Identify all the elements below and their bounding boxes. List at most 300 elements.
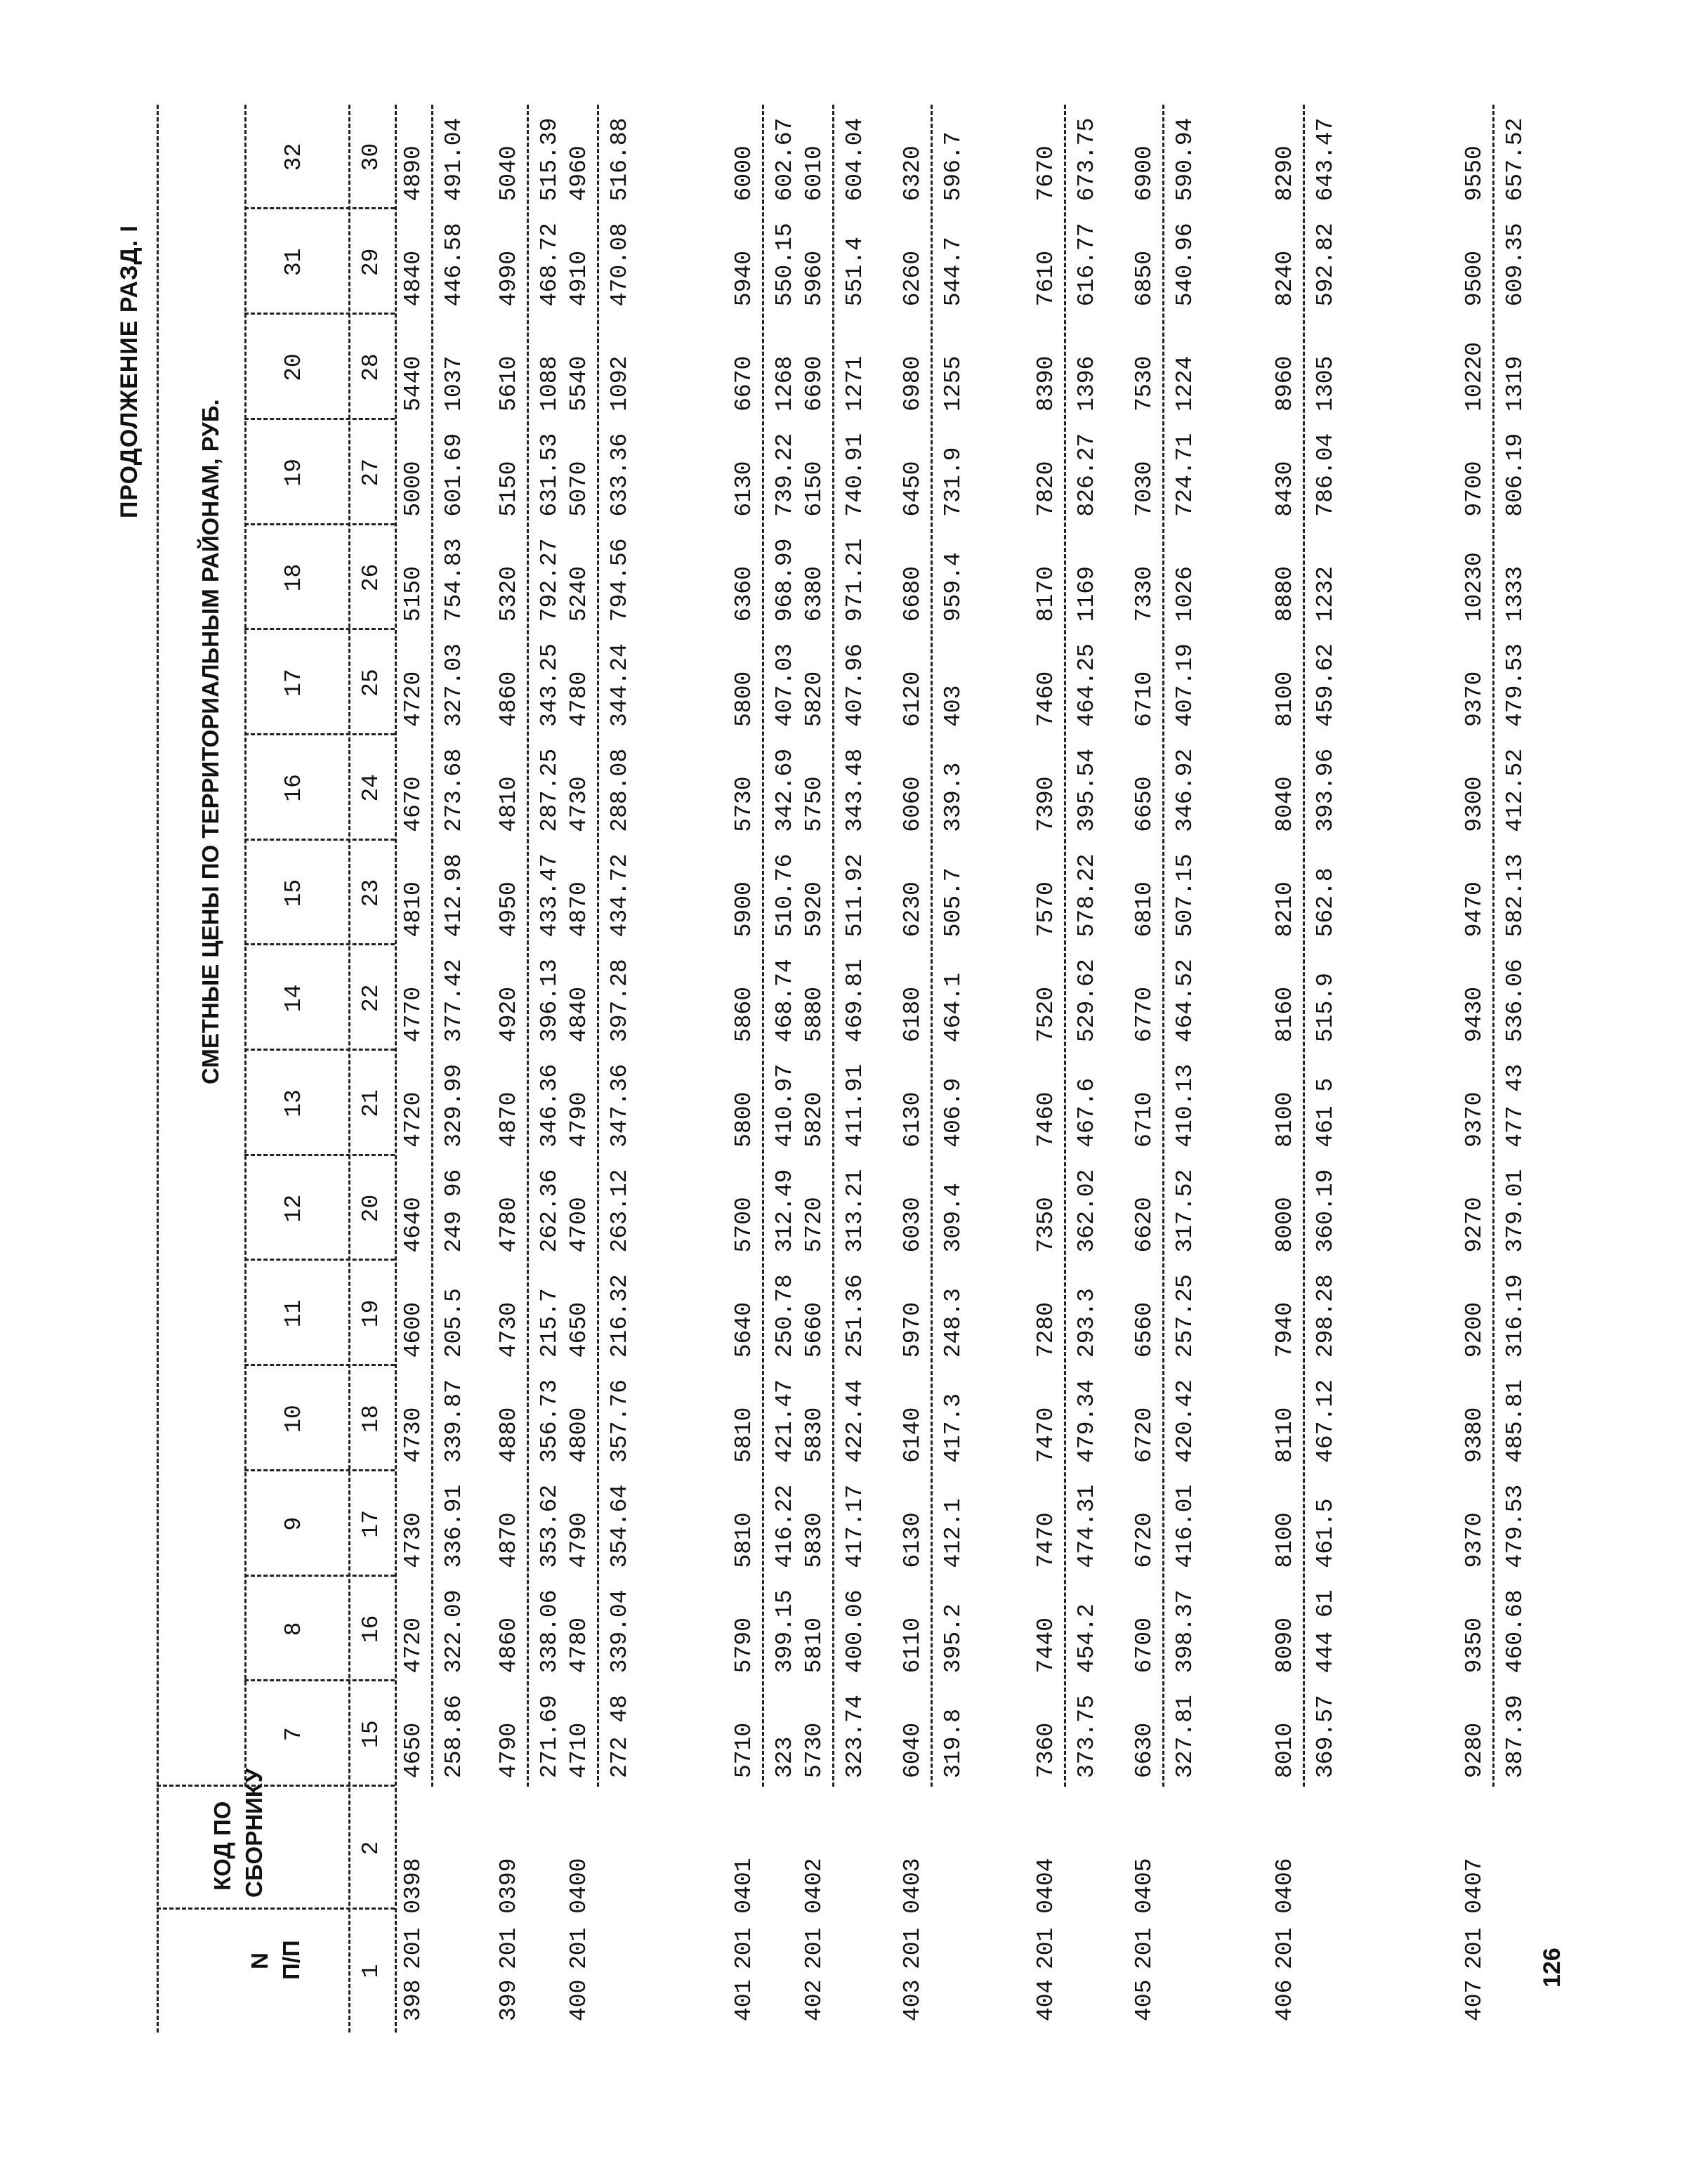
table-cell: 5710 — [731, 1722, 757, 1778]
table-cell: 5880 — [801, 986, 827, 1043]
table-cell: 309.4 — [940, 1183, 966, 1253]
row-separator — [597, 105, 599, 1787]
table-cell: 602.67 — [772, 117, 798, 202]
table-cell: 507.15 — [1172, 853, 1198, 938]
table-cell: 6980 — [900, 355, 926, 412]
table-cell: 338.06 — [537, 1589, 563, 1674]
table-cell: 7470 — [1033, 1407, 1059, 1463]
row-code: 201 0402 — [801, 1858, 827, 1969]
row-number: 407 — [1461, 1979, 1487, 2021]
table-cell: 5730 — [731, 776, 757, 832]
table-cell: 6710 — [1131, 1091, 1157, 1148]
table-cell: 5040 — [496, 145, 522, 202]
table-cell: 1026 — [1172, 566, 1198, 622]
table-cell: 510.76 — [772, 853, 798, 938]
col-divider — [244, 313, 395, 315]
table-cell: 4960 — [566, 145, 592, 202]
table-cell: 4810 — [400, 881, 426, 938]
table-cell: 343.48 — [842, 748, 868, 832]
table-cell: 8210 — [1272, 881, 1298, 938]
table-cell: 731.9 — [940, 447, 966, 517]
row-number: 401 — [731, 1979, 757, 2021]
header-bottom-rule — [348, 105, 350, 2033]
table-cell: 529.62 — [1074, 959, 1100, 1043]
row-separator — [1064, 105, 1066, 1787]
table-cell: 6000 — [731, 145, 757, 202]
table-cell: 360.19 — [1313, 1169, 1339, 1253]
table-cell: 343.25 — [537, 643, 563, 727]
table-cell: 410.97 — [772, 1063, 798, 1148]
table-cell: 582.13 — [1502, 853, 1528, 938]
table-cell: 444 61 — [1313, 1589, 1339, 1674]
region-code: 14 — [281, 984, 307, 1013]
table-cell: 7940 — [1272, 1301, 1298, 1358]
table-cell: 7350 — [1033, 1197, 1059, 1253]
table-cell: 356.73 — [537, 1379, 563, 1463]
table-cell: 433.47 — [537, 853, 563, 938]
table-cell: 6030 — [900, 1197, 926, 1253]
table-cell: 4770 — [400, 986, 426, 1043]
table-cell: 6130 — [731, 461, 757, 517]
table-cell: 416.22 — [772, 1484, 798, 1568]
table-cell: 395.54 — [1074, 748, 1100, 832]
group-title: СМЕТНЫЕ ЦЕНЫ ПО ТЕРРИТОРИАЛЬНЫМ РАЙОНАМ, РУБ. — [197, 399, 223, 1084]
table-cell: 5900 — [731, 881, 757, 938]
col-divider — [244, 733, 395, 735]
table-cell: 6560 — [1131, 1301, 1157, 1358]
table-cell: 398.37 — [1172, 1589, 1198, 1674]
table-cell: 8110 — [1272, 1407, 1298, 1463]
table-cell: 4990 — [496, 250, 522, 307]
table-cell: 403 — [940, 685, 966, 727]
table-cell: 469.81 — [842, 959, 868, 1043]
table-cell: 551.4 — [842, 237, 868, 307]
region-code: 10 — [281, 1405, 307, 1433]
group-title-rule — [244, 105, 247, 1787]
column-number: 16 — [358, 1615, 384, 1643]
table-cell: 5810 — [801, 1617, 827, 1674]
col-divider — [244, 1154, 395, 1156]
table-cell: 7570 — [1033, 881, 1059, 938]
table-cell: 412.1 — [940, 1498, 966, 1568]
region-code: 13 — [281, 1089, 307, 1117]
table-cell: 298.28 — [1313, 1274, 1339, 1358]
table-cell: 322.09 — [441, 1589, 467, 1674]
table-cell: 205.5 — [441, 1288, 467, 1358]
table-cell: 592.82 — [1313, 223, 1339, 307]
col-divider — [244, 1364, 395, 1366]
table-cell: 6670 — [731, 355, 757, 412]
table-cell: 7360 — [1033, 1722, 1059, 1778]
table-cell: 461.5 — [1313, 1498, 1339, 1568]
table-cell: 5070 — [566, 461, 592, 517]
row-number: 400 — [566, 1979, 592, 2021]
table-cell: 339.04 — [607, 1589, 633, 1674]
table-cell: 410.13 — [1172, 1063, 1198, 1148]
table-cell: 5720 — [801, 1197, 827, 1253]
table-cell: 4700 — [566, 1197, 592, 1253]
row-separator — [832, 105, 834, 1787]
table-cell: 422.44 — [842, 1379, 868, 1463]
table-cell: 411.91 — [842, 1063, 868, 1148]
table-cell: 6150 — [801, 461, 827, 517]
table-cell: 4810 — [496, 776, 522, 832]
table-cell: 262.36 — [537, 1169, 563, 1253]
region-code: 11 — [281, 1299, 307, 1328]
table-cell: 258.86 — [441, 1695, 467, 1778]
table-cell: 4950 — [496, 881, 522, 938]
table-cell: 8960 — [1272, 355, 1298, 412]
table-cell: 9380 — [1461, 1407, 1487, 1463]
column-number: 29 — [358, 248, 384, 277]
table-cell: 479.53 — [1502, 643, 1528, 727]
table-cell: 1232 — [1313, 566, 1339, 622]
table-cell: 4710 — [566, 1722, 592, 1778]
table-cell: 4910 — [566, 250, 592, 307]
region-code: 16 — [281, 774, 307, 802]
row-number: 398 — [400, 1979, 426, 2021]
table-cell: 468.74 — [772, 959, 798, 1043]
table-cell: 6120 — [900, 671, 926, 727]
table-cell: 464.25 — [1074, 643, 1100, 727]
table-cell: 346.92 — [1172, 748, 1198, 832]
table-cell: 251.36 — [842, 1274, 868, 1358]
region-code: 19 — [281, 458, 307, 487]
row-code: 201 0403 — [900, 1858, 926, 1969]
table-cell: 327.81 — [1172, 1695, 1198, 1778]
table-cell: 5240 — [566, 566, 592, 622]
col-divider — [244, 1049, 395, 1051]
region-code: 8 — [281, 1622, 307, 1636]
table-cell: 5800 — [731, 1091, 757, 1148]
table-cell: 4840 — [400, 250, 426, 307]
table-cell: 596.7 — [940, 131, 966, 202]
table-cell: 420.42 — [1172, 1379, 1198, 1463]
table-cell: 1037 — [441, 355, 467, 412]
table-cell: 6180 — [900, 986, 926, 1043]
table-cell: 369.57 — [1313, 1695, 1339, 1778]
table-cell: 6720 — [1131, 1407, 1157, 1463]
table-cell: 4920 — [496, 986, 522, 1043]
table-cell: 5660 — [801, 1301, 827, 1358]
region-code: 15 — [281, 879, 307, 907]
table-cell: 6360 — [731, 566, 757, 622]
table-cell: 6680 — [900, 566, 926, 622]
table-cell: 4600 — [400, 1301, 426, 1358]
table-cell: 10220 — [1461, 341, 1487, 412]
table-cell: 959.4 — [940, 552, 966, 622]
table-cell: 515.9 — [1313, 973, 1339, 1043]
table-cell: 5640 — [731, 1301, 757, 1358]
table-cell: 794.56 — [607, 538, 633, 622]
row-code: 201 0406 — [1272, 1858, 1298, 1969]
row-code: 201 0401 — [731, 1858, 757, 1969]
table-cell: 8000 — [1272, 1197, 1298, 1253]
column-number: 1 — [358, 1964, 384, 1978]
table-cell: 464.52 — [1172, 959, 1198, 1043]
table-cell: 7670 — [1033, 145, 1059, 202]
table-cell: 407.19 — [1172, 643, 1198, 727]
table-cell: 387.39 — [1502, 1695, 1528, 1778]
page-number: 126 — [1539, 1948, 1565, 1988]
table-cell: 407.96 — [842, 643, 868, 727]
table-cell: 971.21 — [842, 538, 868, 622]
row-separator — [1492, 105, 1494, 1787]
col-divider — [244, 839, 395, 841]
table-cell: 248.3 — [940, 1288, 966, 1358]
region-code: 12 — [281, 1194, 307, 1223]
table-cell: 7610 — [1033, 250, 1059, 307]
table-cell: 4730 — [400, 1512, 426, 1568]
table-cell: 550.15 — [772, 223, 798, 307]
table-cell: 8010 — [1272, 1722, 1298, 1778]
table-cell: 5790 — [731, 1617, 757, 1674]
table-cell: 272 48 — [607, 1695, 633, 1778]
table-cell: 6700 — [1131, 1617, 1157, 1674]
table-cell: 4880 — [496, 1407, 522, 1463]
table-cell: 339.87 — [441, 1379, 467, 1463]
table-cell: 1319 — [1502, 355, 1528, 412]
table-cell: 505.7 — [940, 867, 966, 938]
table-cell: 9370 — [1461, 1091, 1487, 1148]
code-header-2: СБОРНИКУ — [241, 1768, 267, 1898]
row-separator — [431, 105, 433, 1787]
column-number: 30 — [358, 143, 384, 171]
table-cell: 470.08 — [607, 223, 633, 307]
table-cell: 416.01 — [1172, 1484, 1198, 1568]
table-cell: 7330 — [1131, 566, 1157, 622]
table-cell: 468.72 — [537, 223, 563, 307]
table-cell: 7030 — [1131, 461, 1157, 517]
table-cell: 5810 — [731, 1407, 757, 1463]
table-cell: 373.75 — [1074, 1695, 1100, 1778]
table-cell: 396.13 — [537, 959, 563, 1043]
table-cell: 397.28 — [607, 959, 633, 1043]
table-cell: 516.88 — [607, 117, 633, 202]
table-cell: 6690 — [801, 355, 827, 412]
row-number: 405 — [1131, 1979, 1157, 2021]
table-cell: 1305 — [1313, 355, 1339, 412]
row-number: 404 — [1033, 1979, 1059, 2021]
table-cell: 826.27 — [1074, 433, 1100, 517]
table-cell: 9370 — [1461, 671, 1487, 727]
table-cell: 5150 — [496, 461, 522, 517]
table-cell: 562.8 — [1313, 867, 1339, 938]
table-cell: 5860 — [731, 986, 757, 1043]
table-cell: 293.3 — [1074, 1288, 1100, 1358]
table-cell: 6010 — [801, 145, 827, 202]
table-cell: 5540 — [566, 355, 592, 412]
table-cell: 5810 — [731, 1512, 757, 1568]
table-top-rule — [157, 105, 159, 2033]
table-cell: 6810 — [1131, 881, 1157, 938]
region-code: 31 — [281, 248, 307, 277]
table-cell: 288.08 — [607, 748, 633, 832]
table-cell: 633.36 — [607, 433, 633, 517]
region-code: 9 — [281, 1516, 307, 1531]
table-cell: 4780 — [566, 671, 592, 727]
table-cell: 6260 — [900, 250, 926, 307]
table-cell: 479.34 — [1074, 1379, 1100, 1463]
table-cell: 467.12 — [1313, 1379, 1339, 1463]
table-cell: 4730 — [566, 776, 592, 832]
table-cell: 6770 — [1131, 986, 1157, 1043]
table-cell: 4870 — [566, 881, 592, 938]
table-cell: 8430 — [1272, 461, 1298, 517]
table-cell: 643.47 — [1313, 117, 1339, 202]
table-cell: 327.03 — [441, 643, 467, 727]
table-cell: 5440 — [400, 355, 426, 412]
table-cell: 4720 — [400, 1091, 426, 1148]
row-code: 201 0400 — [566, 1858, 592, 1969]
column-number: 21 — [358, 1089, 384, 1117]
table-cell: 7460 — [1033, 1091, 1059, 1148]
table-cell: 263.12 — [607, 1169, 633, 1253]
table-cell: 491.04 — [441, 117, 467, 202]
table-cell: 6450 — [900, 461, 926, 517]
table-cell: 4870 — [496, 1091, 522, 1148]
table-cell: 323.74 — [842, 1695, 868, 1778]
row-number: 406 — [1272, 1979, 1298, 2021]
table-cell: 399.15 — [772, 1589, 798, 1674]
table-cell: 346.36 — [537, 1063, 563, 1148]
table-cell: 6110 — [900, 1617, 926, 1674]
col-divider — [244, 1679, 395, 1681]
table-cell: 8090 — [1272, 1617, 1298, 1674]
table-cell: 412.98 — [441, 853, 467, 938]
row-separator — [527, 105, 529, 1787]
table-cell: 6040 — [900, 1722, 926, 1778]
table-cell: 4860 — [496, 1617, 522, 1674]
table-cell: 540.96 — [1172, 223, 1198, 307]
table-cell: 336.91 — [441, 1484, 467, 1568]
row-code: 201 0399 — [496, 1858, 522, 1969]
table-cell: 1092 — [607, 355, 633, 412]
table-cell: 454.2 — [1074, 1603, 1100, 1674]
table-cell: 1088 — [537, 355, 563, 412]
table-cell: 1255 — [940, 355, 966, 412]
table-cell: 4860 — [496, 671, 522, 727]
table-cell: 464.1 — [940, 973, 966, 1043]
row-number: 399 — [496, 1979, 522, 2021]
table-cell: 9430 — [1461, 986, 1487, 1043]
table-cell: 344.24 — [607, 643, 633, 727]
table-cell: 329.99 — [441, 1063, 467, 1148]
table-cell: 273.68 — [441, 748, 467, 832]
table-cell: 616.77 — [1074, 223, 1100, 307]
table-cell: 8100 — [1272, 671, 1298, 727]
table-cell: 434.72 — [607, 853, 633, 938]
table-cell: 485.81 — [1502, 1379, 1528, 1463]
table-cell: 7390 — [1033, 776, 1059, 832]
table-cell: 9350 — [1461, 1617, 1487, 1674]
column-number: 22 — [358, 984, 384, 1013]
table-cell: 5700 — [731, 1197, 757, 1253]
column-number: 23 — [358, 879, 384, 907]
table-cell: 6720 — [1131, 1512, 1157, 1568]
table-cell: 8240 — [1272, 250, 1298, 307]
column-number: 2 — [358, 1841, 384, 1856]
table-cell: 5940 — [731, 250, 757, 307]
table-cell: 5820 — [801, 1091, 827, 1148]
table-cell: 4840 — [566, 986, 592, 1043]
table-cell: 8390 — [1033, 355, 1059, 412]
column-number: 15 — [358, 1720, 384, 1748]
table-cell: 477 43 — [1502, 1063, 1528, 1148]
table-cell: 6620 — [1131, 1197, 1157, 1253]
row-code: 201 0404 — [1033, 1858, 1059, 1969]
table-cell: 357.76 — [607, 1379, 633, 1463]
table-cell: 968.99 — [772, 538, 798, 622]
table-cell: 8160 — [1272, 986, 1298, 1043]
column-number: 20 — [358, 1194, 384, 1223]
table-cell: 460.68 — [1502, 1589, 1528, 1674]
table-cell: 9500 — [1461, 250, 1487, 307]
table-cell: 377.42 — [441, 959, 467, 1043]
table-cell: 9700 — [1461, 461, 1487, 517]
table-cell: 339.3 — [940, 762, 966, 832]
table-cell: 6850 — [1131, 250, 1157, 307]
table-cell: 4780 — [496, 1197, 522, 1253]
table-cell: 10230 — [1461, 552, 1487, 622]
table-cell: 7530 — [1131, 355, 1157, 412]
table-cell: 250.78 — [772, 1274, 798, 1358]
table-cell: 6320 — [900, 145, 926, 202]
table-cell: 421.47 — [772, 1379, 798, 1463]
column-number: 28 — [358, 353, 384, 381]
column-number: 24 — [358, 774, 384, 802]
table-cell: 806.19 — [1502, 433, 1528, 517]
table-cell: 4650 — [566, 1301, 592, 1358]
table-cell: 8170 — [1033, 566, 1059, 622]
table-cell: 7460 — [1033, 671, 1059, 727]
table-cell: 4640 — [400, 1197, 426, 1253]
table-cell: 6900 — [1131, 145, 1157, 202]
table-cell: 8100 — [1272, 1512, 1298, 1568]
table-cell: 5830 — [801, 1512, 827, 1568]
table-cell: 6130 — [900, 1091, 926, 1148]
table-cell: 5970 — [900, 1301, 926, 1358]
table-cell: 1271 — [842, 355, 868, 412]
table-cell: 9270 — [1461, 1197, 1487, 1253]
table-cell: 9470 — [1461, 881, 1487, 938]
table-cell: 342.69 — [772, 748, 798, 832]
table-cell: 319.8 — [940, 1708, 966, 1778]
table-cell: 316.19 — [1502, 1274, 1528, 1358]
row-number: 403 — [900, 1979, 926, 2021]
table-cell: 511.92 — [842, 853, 868, 938]
table-cell: 792.27 — [537, 538, 563, 622]
table-cell: 601.69 — [441, 433, 467, 517]
table-cell: 323 — [772, 1736, 798, 1778]
row-code: 201 0405 — [1131, 1858, 1157, 1969]
table-cell: 536.06 — [1502, 959, 1528, 1043]
colnum-bottom-rule — [395, 105, 397, 2033]
table-cell: 271.69 — [537, 1695, 563, 1778]
row-separator — [1162, 105, 1164, 1787]
region-code: 7 — [281, 1727, 307, 1742]
table-cell: 4670 — [400, 776, 426, 832]
table-cell: 9370 — [1461, 1512, 1487, 1568]
table-cell: 8880 — [1272, 566, 1298, 622]
table-cell: 604.04 — [842, 117, 868, 202]
code-header: КОД ПО — [209, 1801, 235, 1891]
table-cell: 379.01 — [1502, 1169, 1528, 1253]
table-cell: 657.52 — [1502, 117, 1528, 202]
table-cell: 4790 — [566, 1091, 592, 1148]
col-divider — [244, 418, 395, 420]
table-cell: 7520 — [1033, 986, 1059, 1043]
